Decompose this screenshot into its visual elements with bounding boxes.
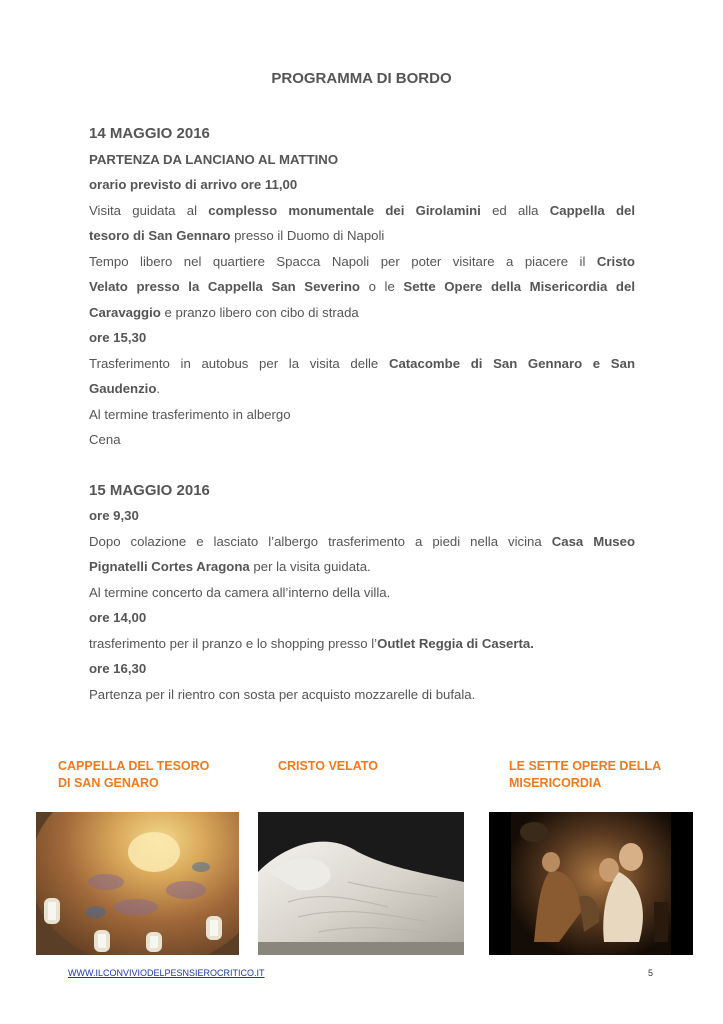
day1-departure: PARTENZA DA LANCIANO AL MATTINO — [89, 151, 339, 167]
day1-p3-line2: Gaudenzio. — [89, 381, 161, 396]
photo-sette-opere — [489, 812, 693, 955]
day1-p2-line2: Velato presso la Cappella San Severino o le Sette Opere della Misericordia del — [89, 279, 635, 294]
caption-cristo-velato: CRISTO VELATO — [278, 759, 379, 773]
page-title: PROGRAMMA DI BORDO — [271, 70, 452, 87]
footer-website-link[interactable]: WWW.ILCONVIVIODELPESNSIEROCRITICO.IT — [68, 968, 265, 978]
day1-time2: ore 15,30 — [89, 330, 147, 345]
photo-cristo-velato — [258, 812, 464, 955]
day2-p1-line1: Dopo colazione e lasciato l’albergo trasferimento a piedi nella vicina Casa Museo — [89, 533, 635, 549]
day1-arrival: orario previsto di arrivo ore 11,00 — [89, 177, 298, 192]
day2-p4: Partenza per il rientro con sosta per acquisto mozzarelle di bufala. — [89, 686, 476, 702]
day1-p5: Cena — [89, 432, 121, 447]
photo-cappella-tesoro — [36, 812, 239, 955]
day2-p1-line2: Pignatelli Cortes Aragona per la visita guidata. — [89, 559, 371, 574]
day2-p3: trasferimento per il pranzo e lo shopping presso l’Outlet Reggia di Caserta. — [89, 635, 534, 651]
day1-p2-line3: Caravaggio e pranzo libero con cibo di strada — [89, 304, 359, 320]
caption-sette-opere: LE SETTE OPERE DELLA MISERICORDIA — [509, 759, 662, 790]
day2-date: 15 MAGGIO 2016 — [89, 481, 210, 499]
day1-date: 14 MAGGIO 2016 — [89, 125, 210, 142]
caravaggio-painting-image — [489, 812, 693, 955]
day2-time2: ore 14,00 — [89, 610, 147, 625]
day2-p2: Al termine concerto da camera all’interno della villa. — [89, 584, 391, 600]
caption-cappella: CAPPELLA DEL TESORO DI SAN GENARO — [58, 759, 210, 790]
day1-p1-line1: Visita guidata al complesso monumentale dei Girolamini ed alla Cappella del — [89, 202, 636, 218]
day1-p3-line1: Trasferimento in autobus per la visita delle Catacombe di San Gennaro e San — [89, 355, 635, 371]
day1-p4: Al termine trasferimento in albergo — [89, 406, 291, 422]
dome-fresco-image — [36, 812, 239, 955]
day1-p2-line1: Tempo libero nel quartiere Spacca Napoli per poter visitare a piacere il Cristo — [89, 253, 635, 269]
programme-content — [89, 121, 635, 707]
page-number: 5 — [648, 968, 654, 978]
day2-time1: ore 9,30 — [89, 508, 139, 523]
day1-p1-line2: tesoro di San Gennaro presso il Duomo di Napoli — [89, 228, 385, 243]
veiled-christ-image — [258, 812, 464, 955]
day2-time3: ore 16,30 — [89, 661, 147, 676]
